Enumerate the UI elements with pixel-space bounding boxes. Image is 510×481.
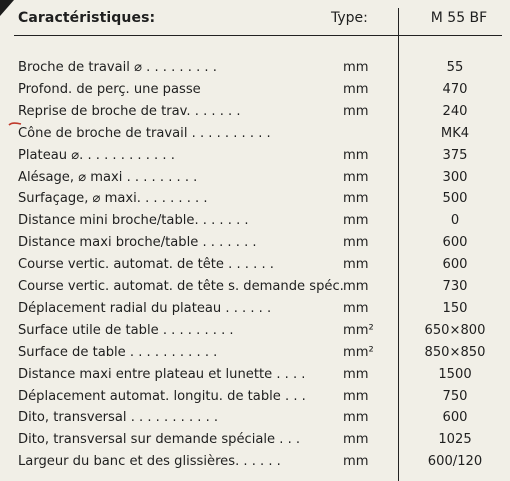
spec-value: 750 xyxy=(442,388,468,404)
spec-value: 150 xyxy=(442,300,468,316)
spec-value: 600 xyxy=(442,235,468,251)
leader-dots: . . . . . . . xyxy=(198,235,257,251)
spec-value: 375 xyxy=(442,147,468,163)
spec-value: 55 xyxy=(446,60,464,75)
table-header xyxy=(0,0,510,36)
spec-label: Course vertic. automat. de tête . . . . . . xyxy=(18,257,274,273)
spec-row xyxy=(0,210,510,232)
spec-value: 470 xyxy=(442,81,468,97)
spec-label: Dito, transversal sur demande spéciale . . . xyxy=(18,432,301,448)
spec-label: Distance maxi entre plateau et lunette . . . . xyxy=(18,366,306,382)
spec-label: Déplacement automat. longitu. de table . . . xyxy=(18,388,306,404)
spec-row xyxy=(0,145,510,167)
spec-unit: mm xyxy=(343,147,369,163)
spec-label: Surface utile de table . . . . . . . . . xyxy=(18,322,234,338)
leader-dots: . . . xyxy=(275,432,301,448)
spec-label: Broche de travail ⌀ . . . . . . . . . xyxy=(18,60,217,75)
spec-label: Profond. de perç. une passe xyxy=(18,81,201,97)
spec-value: 600 xyxy=(442,410,468,426)
spec-unit: mm xyxy=(343,191,369,207)
spec-row xyxy=(0,298,510,320)
spec-unit: mm xyxy=(343,388,369,404)
spec-label: Surface de table . . . . . . . . . . . xyxy=(18,344,218,360)
spec-label: Cône de broche de travail . . . . . . . . . . xyxy=(18,125,271,141)
spec-row xyxy=(0,342,510,364)
spec-value: MK4 xyxy=(440,125,470,141)
spec-value: 0 xyxy=(450,213,460,229)
spec-value: 600 xyxy=(442,257,468,273)
spec-unit: mm² xyxy=(343,322,374,338)
spec-value: 500 xyxy=(442,191,468,207)
spec-unit: mm xyxy=(343,257,369,273)
leader-dots: . . . . . . . . . . . xyxy=(126,410,219,426)
spec-unit: mm xyxy=(343,235,369,251)
spec-row xyxy=(0,429,510,451)
spec-value: 1025 xyxy=(438,432,472,448)
spec-value: 730 xyxy=(442,279,468,294)
header-model: M 55 BF xyxy=(430,10,488,26)
leader-dots: . . . . . . . . . xyxy=(158,322,234,338)
spec-value: 850×850 xyxy=(424,344,486,360)
spec-row xyxy=(0,276,510,298)
header-type-label: Type: xyxy=(331,10,368,26)
spec-label: Déplacement radial du plateau . . . . . . xyxy=(18,300,272,316)
spec-value: 1500 xyxy=(438,366,472,382)
spec-row xyxy=(0,101,510,123)
spec-value: 300 xyxy=(442,169,468,185)
spec-unit: mm xyxy=(343,60,369,75)
leader-dots: . . . . . . . . . xyxy=(141,60,217,75)
leader-dots: . . . . . . . . . xyxy=(122,169,198,185)
spec-unit: mm xyxy=(343,279,369,294)
leader-dots: . . . . . . xyxy=(235,454,281,470)
spec-row xyxy=(0,123,510,145)
spec-unit: mm xyxy=(343,432,369,448)
spec-unit: mm xyxy=(343,169,369,185)
spec-label: Distance mini broche/table. . . . . . . xyxy=(18,213,249,229)
spec-row xyxy=(0,167,510,189)
spec-unit: mm xyxy=(343,103,369,119)
spec-value: 600/120 xyxy=(427,454,483,470)
spec-row xyxy=(0,386,510,408)
spec-label: Reprise de broche de trav. . . . . . . xyxy=(18,103,241,119)
spec-unit: mm xyxy=(343,410,369,426)
leader-dots: . . . . . . xyxy=(223,257,274,273)
header-title: Caractéristiques: xyxy=(18,10,156,26)
spec-unit: mm xyxy=(343,454,369,470)
spec-label: Largeur du banc et des glissières. . . . . . xyxy=(18,454,281,470)
leader-dots: . . . xyxy=(280,388,306,404)
spec-value: 650×800 xyxy=(424,322,486,338)
leader-dots: . . . . xyxy=(272,366,306,382)
spec-row xyxy=(0,451,510,473)
spec-row xyxy=(0,188,510,210)
spec-value: 240 xyxy=(442,103,468,119)
leader-dots: . . . . . . xyxy=(190,103,241,119)
spec-unit: mm xyxy=(343,213,369,229)
leader-dots: . . . . . . . . . xyxy=(136,191,208,207)
spec-row xyxy=(0,364,510,386)
spec-row xyxy=(0,254,510,276)
spec-unit: mm xyxy=(343,300,369,316)
spec-row xyxy=(0,79,510,101)
leader-dots: . . . . . . . . . . . xyxy=(125,344,218,360)
header-divider xyxy=(14,35,502,36)
spec-unit: mm² xyxy=(343,344,374,360)
leader-dots: . . . . . . xyxy=(221,300,272,316)
spec-label: Plateau ⌀. . . . . . . . . . . . xyxy=(18,147,175,163)
spec-row xyxy=(0,57,510,79)
spec-label: Alésage, ⌀ maxi . . . . . . . . . xyxy=(18,169,198,185)
spec-label: Surfaçage, ⌀ maxi. . . . . . . . . xyxy=(18,191,208,207)
spec-label: Course vertic. automat. de tête s. demande spéc. xyxy=(18,279,344,294)
spec-unit: mm xyxy=(343,366,369,382)
leader-dots: . . . . . . . . . . xyxy=(187,125,271,141)
spec-unit: mm xyxy=(343,81,369,97)
leader-dots: . . . . . . . xyxy=(194,213,249,229)
spec-label: Distance maxi broche/table . . . . . . . xyxy=(18,235,257,251)
leader-dots: . . . . . . . . . . . . xyxy=(79,147,175,163)
spec-label: Dito, transversal . . . . . . . . . . . xyxy=(18,410,219,426)
spec-row xyxy=(0,320,510,342)
spec-row xyxy=(0,407,510,429)
spec-row xyxy=(0,232,510,254)
